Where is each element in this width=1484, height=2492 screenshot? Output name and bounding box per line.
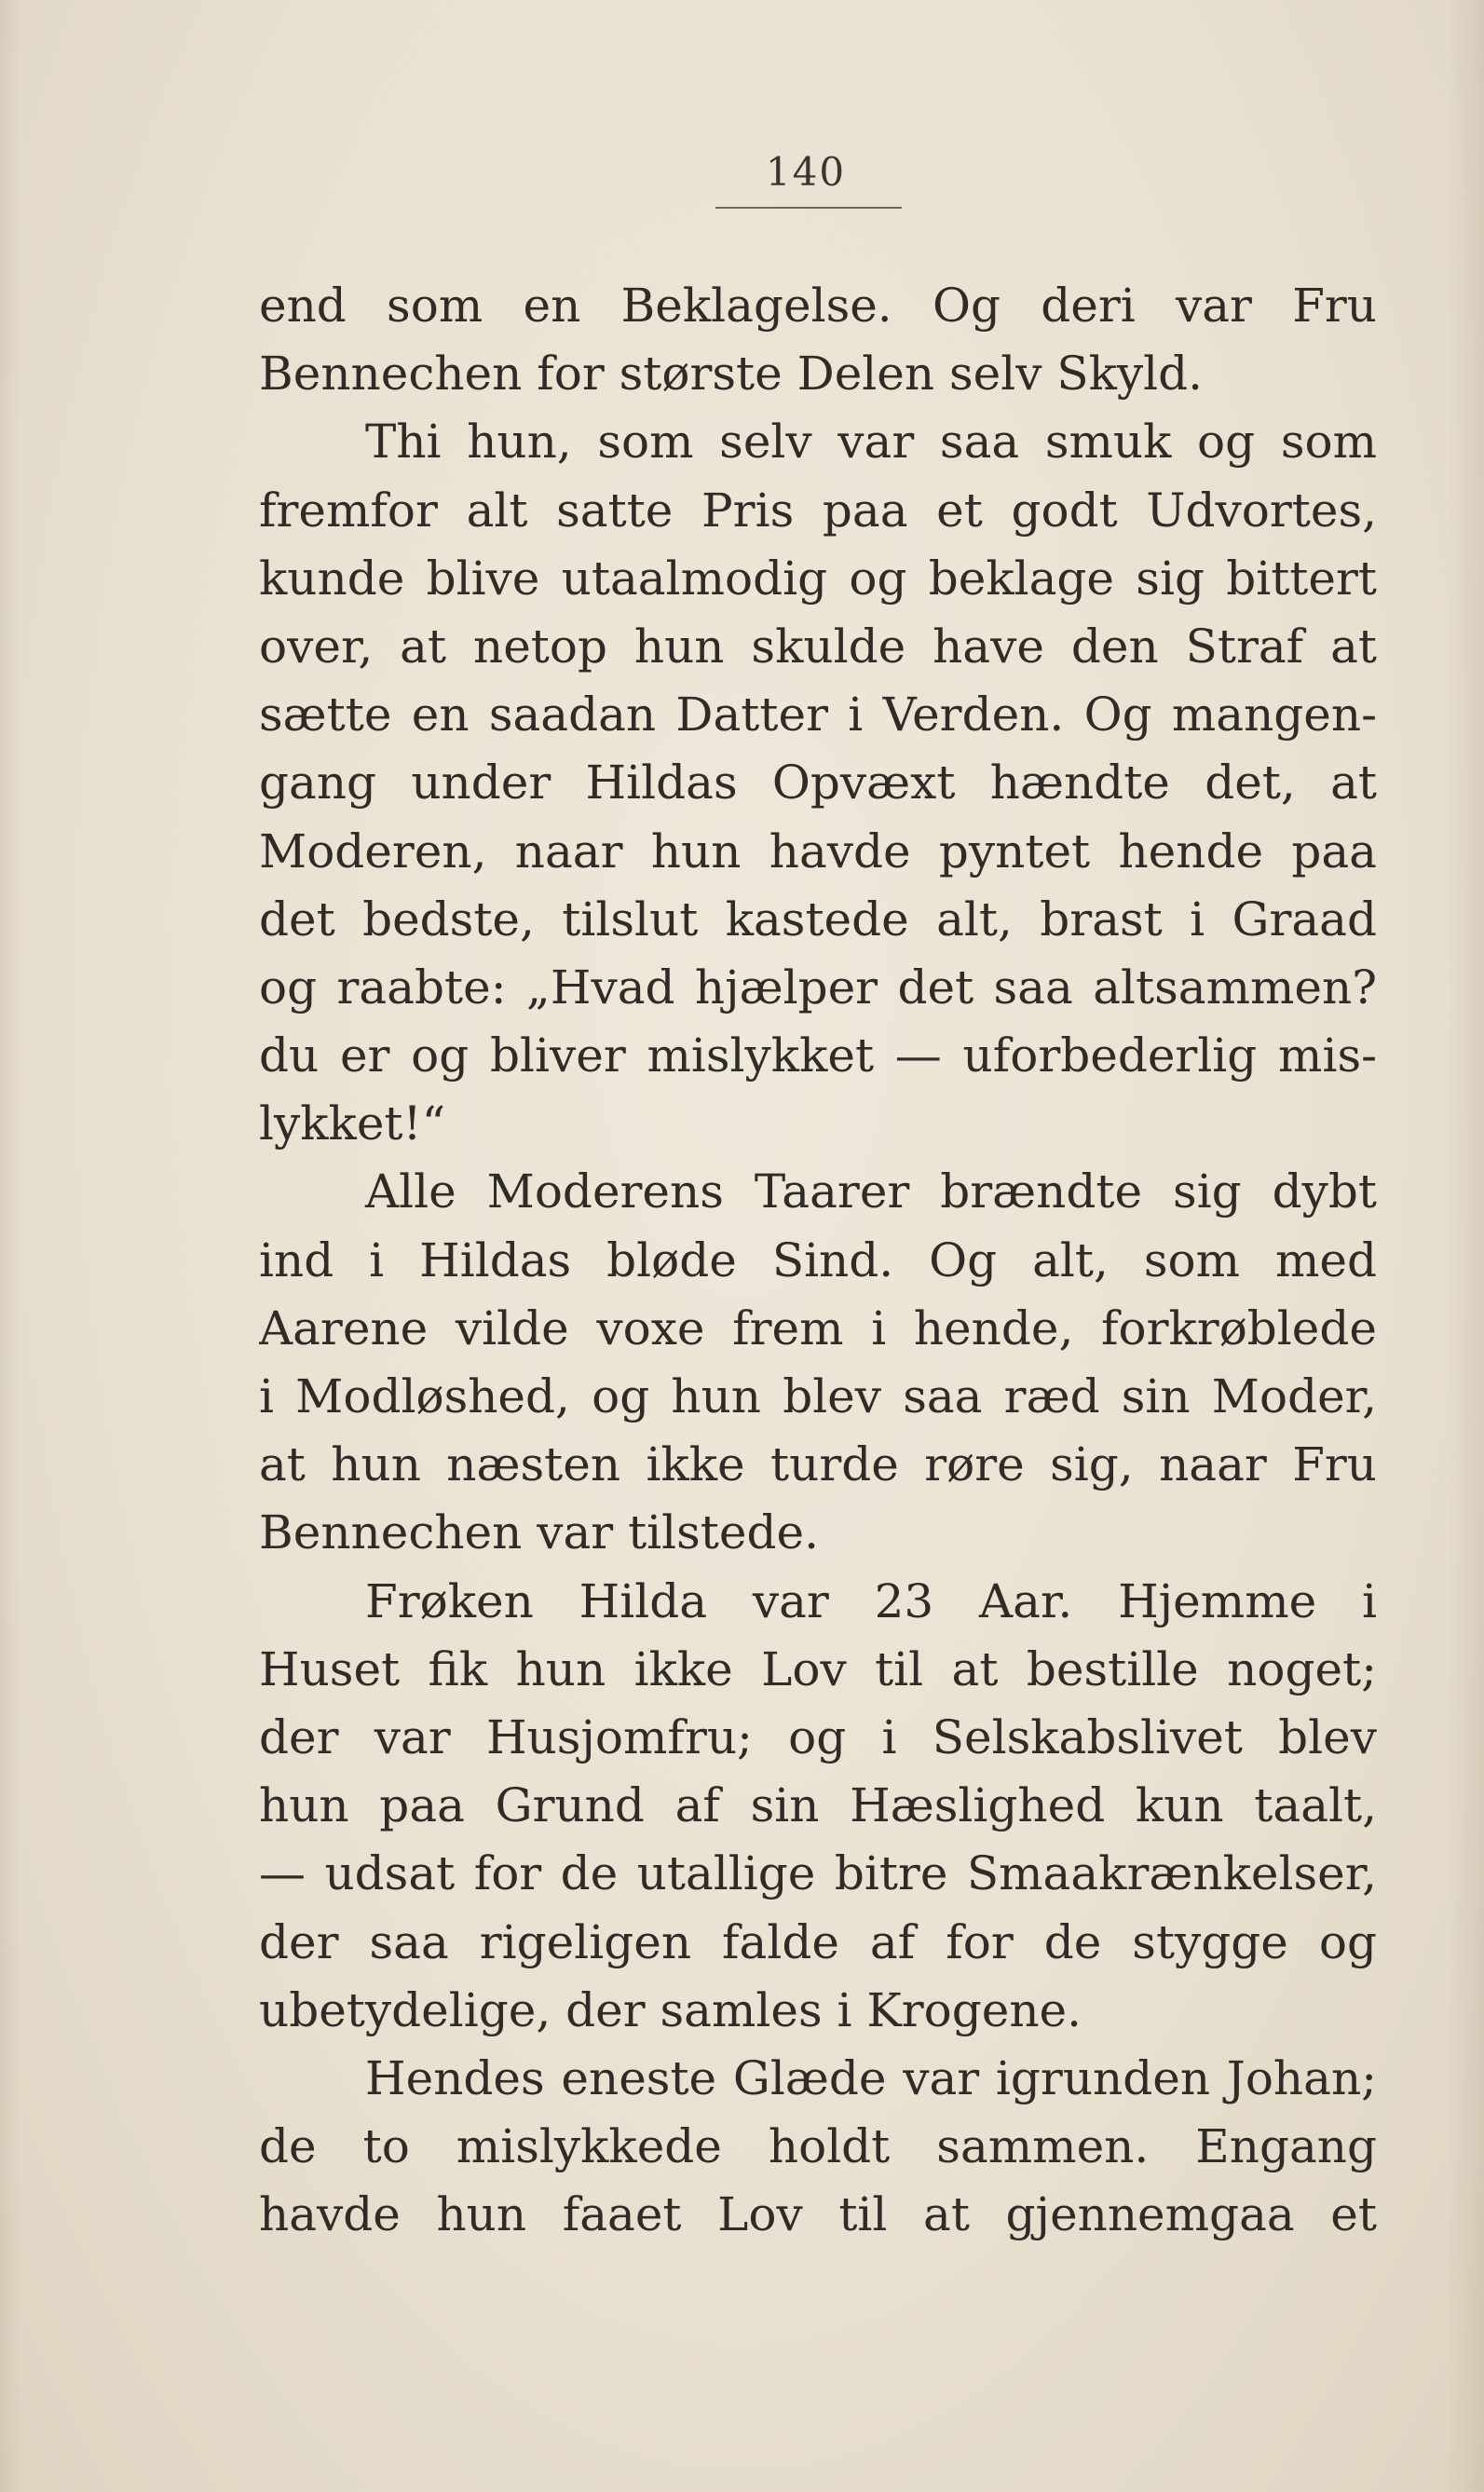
text-line: at hun næsten ikke turde røre sig, naar Fru (259, 1437, 1377, 1492)
text-line: Thi hun, som selv var saa smuk og som (365, 415, 1377, 470)
text-line: Frøken Hilda var 23 Aar. Hjemme i (365, 1573, 1377, 1628)
text-line: Bennechen for største Delen selv Skyld. (259, 347, 1204, 402)
header-rule (715, 207, 902, 209)
text-line: sætte en saadan Datter i Verden. Og mangen- (259, 688, 1377, 742)
text-line: over, at netop hun skulde have den Straf at (259, 619, 1377, 674)
text-line: kunde blive utaalmodig og beklage sig bittert (259, 551, 1377, 606)
text-line: i Modløshed, og hun blev saa ræd sin Moder, (259, 1369, 1377, 1423)
text-line: lykket!“ (259, 1096, 446, 1151)
text-line: havde hun faaet Lov til at gjennemgaa et (259, 2187, 1377, 2242)
text-line: og raabte: „Hvad hjælper det saa altsammen? (259, 960, 1377, 1015)
body-text (259, 272, 1377, 2249)
text-line: Alle Moderens Taarer brændte sig dybt (365, 1164, 1377, 1219)
text-line: Hendes eneste Glæde var igrunden Johan; (365, 2050, 1377, 2105)
text-line: det bedste, tilslut kastede alt, brast i Graad (259, 892, 1377, 946)
page-left-edge-shadow (0, 0, 20, 2492)
text-line: Bennechen var tilstede. (259, 1505, 819, 1560)
text-line: ind i Hildas bløde Sind. Og alt, som med (259, 1232, 1377, 1287)
text-line: — udsat for de utallige bitre Smaakrænkelser, (259, 1846, 1377, 1901)
text-line: ubetydelige, der samles i Krogene. (259, 1982, 1082, 2037)
page-right-edge-shadow (1447, 0, 1484, 2492)
text-line: Aarene vilde voxe frem i hende, forkrøblede (259, 1300, 1377, 1355)
text-line: Huset fik hun ikke Lov til at bestille noget; (259, 1641, 1377, 1696)
text-line: der var Husjomfru; og i Selskabslivet blev (259, 1709, 1377, 1764)
text-line: hun paa Grund af sin Hæslighed kun taalt, (259, 1778, 1377, 1833)
text-line: der saa rigeligen falde af for de stygge og (259, 1914, 1377, 1969)
page-number: 140 (765, 149, 847, 195)
text-line: fremfor alt satte Pris paa et godt Udvortes, (259, 483, 1377, 538)
text-line: gang under Hildas Opvæxt hændte det, at (259, 756, 1377, 810)
text-line: de to mislykkede holdt sammen. Engang (259, 2119, 1377, 2174)
text-line: du er og bliver mislykket — uforbederlig mis- (259, 1028, 1377, 1083)
text-line: Moderen, naar hun havde pyntet hende paa (259, 824, 1377, 878)
text-line: end som en Beklagelse. Og deri var Fru (259, 279, 1377, 333)
